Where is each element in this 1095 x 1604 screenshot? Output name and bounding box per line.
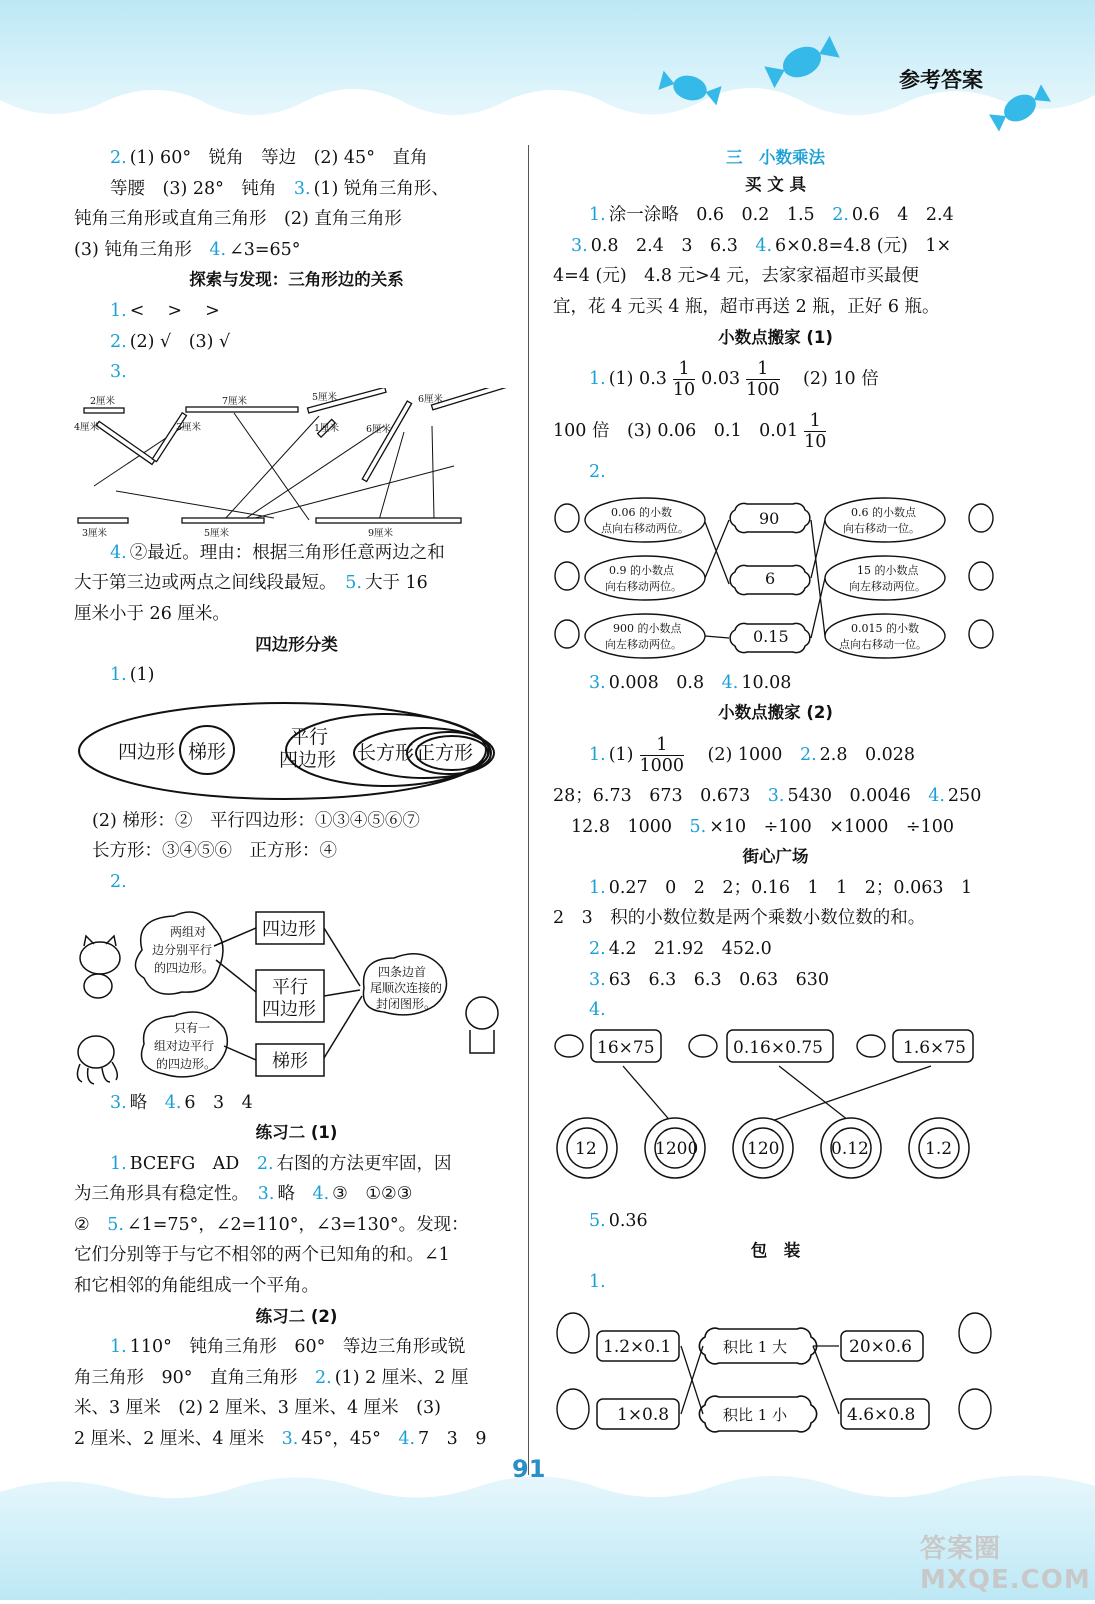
svg-text:向右移动一位。: 向右移动一位。 <box>843 521 920 535</box>
svg-text:点向右移动两位。: 点向右移动两位。 <box>601 521 689 535</box>
svg-text:梯形: 梯形 <box>188 740 227 763</box>
svg-text:6厘米: 6厘米 <box>418 393 444 405</box>
section-heading: 包 装 <box>750 1241 801 1261</box>
svg-text:6: 6 <box>765 568 776 588</box>
svg-text:正方形: 正方形 <box>416 741 474 764</box>
page-header <box>0 0 1095 140</box>
svg-text:的四边形。: 的四边形。 <box>156 1056 217 1071</box>
fraction: $\frac{1}{1000}$ <box>639 734 685 776</box>
quadrilateral-definition-figure <box>74 898 519 1088</box>
svg-text:5厘米: 5厘米 <box>204 527 230 538</box>
fraction: $\frac{1}{100}$ <box>746 359 780 401</box>
bee-flower-matching-figure <box>553 1026 998 1206</box>
svg-text:0.12: 0.12 <box>831 1138 869 1159</box>
svg-text:1.2×0.1: 1.2×0.1 <box>603 1337 672 1358</box>
svg-text:封闭图形。: 封闭图形。 <box>376 996 437 1011</box>
quadrilateral-venn-diagram <box>74 691 519 806</box>
svg-text:4.6×0.8: 4.6×0.8 <box>847 1405 916 1426</box>
svg-text:1×0.8: 1×0.8 <box>617 1405 670 1426</box>
svg-text:梯形: 梯形 <box>272 1050 308 1072</box>
svg-text:向左移动两位。: 向左移动两位。 <box>605 637 682 651</box>
svg-text:0.6 的小数点: 0.6 的小数点 <box>851 505 916 519</box>
svg-text:4厘米: 4厘米 <box>74 421 100 433</box>
svg-text:积比 1 大: 积比 1 大 <box>723 1338 788 1357</box>
svg-text:积比 1 小: 积比 1 小 <box>723 1406 788 1425</box>
hello-kitty-icon <box>80 936 120 998</box>
svg-text:1200: 1200 <box>655 1138 699 1159</box>
section-heading: 探索与发现：三角形边的关系 <box>189 270 404 290</box>
svg-text:尾顺次连接的: 尾顺次连接的 <box>370 980 443 995</box>
svg-text:1.6×75: 1.6×75 <box>903 1037 966 1058</box>
svg-text:向右移动两位。: 向右移动两位。 <box>605 579 682 593</box>
svg-text:1.2: 1.2 <box>925 1138 953 1159</box>
svg-text:点向右移动一位。: 点向右移动一位。 <box>839 637 927 651</box>
fraction: $\frac{1}{10}$ <box>672 359 696 401</box>
svg-text:0.06 的小数: 0.06 的小数 <box>611 505 672 519</box>
svg-text:的四边形。: 的四边形。 <box>154 960 215 975</box>
svg-text:向左移动两位。: 向左移动两位。 <box>849 579 926 593</box>
svg-text:0.9 的小数点: 0.9 的小数点 <box>609 563 674 577</box>
fraction: $\frac{1}{10}$ <box>804 411 827 453</box>
section-heading: 小数点搬家 (1) <box>718 327 833 347</box>
svg-text:两组对: 两组对 <box>170 924 207 939</box>
svg-text:20×0.6: 20×0.6 <box>849 1337 912 1358</box>
girl-icon <box>466 997 498 1053</box>
svg-text:15 的小数点: 15 的小数点 <box>857 563 919 577</box>
svg-text:四边形: 四边形 <box>279 748 337 771</box>
svg-text:5厘米: 5厘米 <box>312 391 338 403</box>
svg-text:平行: 平行 <box>272 976 308 998</box>
watermark: 答案圈 MXQE.COM <box>920 1534 1091 1595</box>
column-divider <box>528 145 529 1475</box>
svg-text:1厘米: 1厘米 <box>314 422 340 434</box>
svg-text:3厘米: 3厘米 <box>82 527 108 538</box>
svg-text:0.16×0.75: 0.16×0.75 <box>733 1037 823 1058</box>
segment-matching-figure <box>74 388 519 538</box>
svg-text:2厘米: 2厘米 <box>90 395 116 407</box>
svg-text:3厘米: 3厘米 <box>176 421 202 433</box>
section-heading: 练习二 (2) <box>255 1306 338 1326</box>
chapter-heading: 三 小数乘法 <box>726 148 825 167</box>
svg-text:0.015 的小数: 0.015 的小数 <box>851 621 919 635</box>
svg-text:120: 120 <box>747 1138 780 1159</box>
svg-text:四边形: 四边形 <box>262 918 316 940</box>
svg-text:四边形: 四边形 <box>262 998 316 1020</box>
section-heading: 四边形分类 <box>255 634 338 654</box>
svg-text:四边形: 四边形 <box>118 740 176 763</box>
section-heading: 街心广场 <box>742 847 809 867</box>
svg-text:7厘米: 7厘米 <box>222 395 248 407</box>
left-column: 2. (1) 60° 锐角 等边 (2) 45° 直角 等腰 (3) 28° 钝角 3. (1) 锐角三角形、 钝角三角形或直角三角形 (2) 直角三角形 (3) 钝角三角形 4. ∠3=65° 探索与发现：三角形边的关系 1. < > > 2. (2) √ (3) √ 3. 2厘米 7厘米 5厘米 6厘米 4厘米 3厘米 1厘米 6厘米 3厘米 5厘米 9厘米 4. ②最近。理由：根据三角形任意两边之和 大于第三边或两点之间线段最短。 5. 大于 16 厘米小于 26 厘米。 四边形分类 1. (1) 四边形 梯形 平行 四边形 长方形 正方形 (2) 梯形：② 平行四边形：①③④⑤⑥⑦ 长方形：③④⑤⑥ 正方形：④ 2. 两组对 边分别平行 的四边形。 只有一 组对边平行 的四边形。 四条边首 尾顺次连接的 封闭图形。 四边形 平行 四边形 梯形 3. 略 4. 6 3 4 练习二 (1) 1. BCEFG AD 2. 右图的方法更牢固，因 为三角形具有稳定性。 3. 略 4. ③ ①②③ ② 5. ∠1=75°，∠2=110°，∠3=130°。发现： 它们分别等于与它不相邻的两个已知角的和。∠1 和它相邻的角能组成一个平角。 练习二 (2) 1. 110° 钝角三角形 60° 等边三角形或锐 角三角形 90° 直角三角形 2. (1) 2 厘米、2 厘 米、3 厘米 (2) 2 厘米、3 厘米、4 厘米 (3) 2 厘米、2 厘米、4 厘米 3. 45°，45° 4. 7 3 9 <box>74 143 519 1455</box>
svg-text:12: 12 <box>575 1138 597 1159</box>
header-title: 参考答案 <box>899 68 983 92</box>
svg-text:16×75: 16×75 <box>597 1037 655 1058</box>
octopus-icon <box>77 1036 117 1084</box>
svg-text:6厘米: 6厘米 <box>366 423 392 435</box>
svg-text:9厘米: 9厘米 <box>368 527 394 538</box>
svg-text:90: 90 <box>759 508 780 528</box>
packaging-matching-figure <box>553 1297 998 1447</box>
svg-text:0.15: 0.15 <box>753 626 789 646</box>
svg-text:900 的小数点: 900 的小数点 <box>613 621 682 635</box>
svg-text:长方形: 长方形 <box>357 741 415 764</box>
svg-text:平行: 平行 <box>290 725 329 748</box>
page-number: 91 <box>512 1455 546 1483</box>
svg-text:组对边平行: 组对边平行 <box>154 1038 215 1053</box>
answer-text: (1) 60° 锐角 等边 (2) 45° 直角 <box>129 148 428 168</box>
svg-text:边分别平行: 边分别平行 <box>152 942 213 957</box>
section-heading: 小数点搬家 (2) <box>718 703 833 723</box>
right-column: 三 小数乘法 买 文 具 1. 涂一涂略 0.6 0.2 1.5 2. 0.6 4 2.4 3. 0.8 2.4 3 6.3 4. 6×0.8=4.8 (元) 1× 4=4 (元) 4.8 元>4 元，去家家福超市买最便 宜，花 4 元买 4 瓶，超市再送 2 瓶，正好 6 瓶。 小数点搬家 (1) 1. (1) 0.3 $\frac{1}{10}$ 0.03 $\frac{1}{100}$ (2) 10 倍 100 倍 (3) 0.06 0.1 0.01 $\frac{1}{10}$ 2. 0.06 的小数 点向右移动两位。 0.9 的小数点 向右移动两位。 900 的小数点 向左移动两位。 0.6 的小数点 向右移动一位。 15 的小数点 向左移动两位。 0.015 的小数 点向右移动一位。 90 6 0.15 3. 0.008 0.8 4. 10.08 小数点搬家 (2) 1. (1) $\frac{1}{1000}$ (2) 1000 2. 2.8 0.028 28；6.73 673 0.673 3. 5430 0.0046 4. 250 12.8 1000 5. ×10 ÷100 ×1000 ÷100 街心广场 1. 0.27 0 2 2；0.16 1 1 2；0.063 1 2 3 积的小数位数是两个乘数小数位数的和。 2. 4.2 21.92 452.0 3. 63 6.3 6.3 0.63 630 4. 16×75 0.16×0.75 1.6×75 12 1200 120 0.12 1.2 5. 0.36 包 装 1. 1.2×0.1 1×0.8 20×0.6 4.6×0.8 积比 1 大 积比 1 小 <box>553 143 998 1447</box>
section-heading: 买 文 具 <box>745 174 806 194</box>
svg-text:只有一: 只有一 <box>174 1020 211 1035</box>
svg-text:四条边首: 四条边首 <box>378 964 427 979</box>
decimal-point-moving-figure <box>553 488 998 668</box>
section-heading: 练习二 (1) <box>255 1123 338 1143</box>
